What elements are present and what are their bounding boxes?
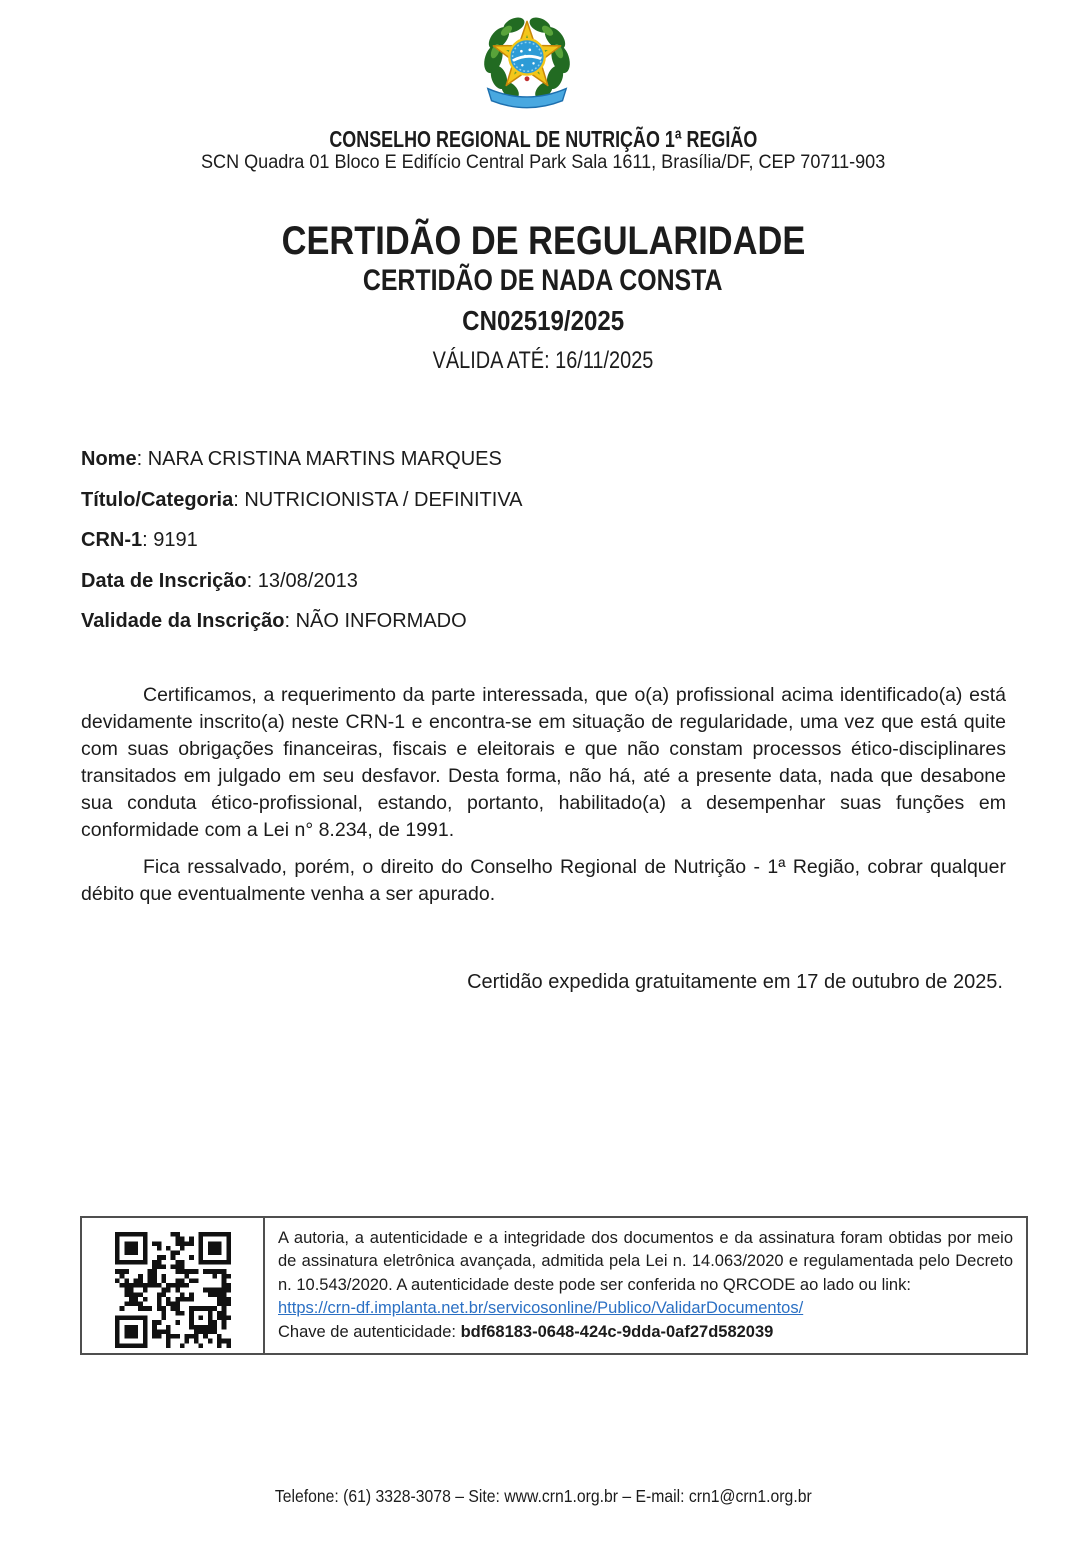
qr-cell [82,1218,265,1353]
field-value: NÃO INFORMADO [295,610,467,632]
org-name [0,127,1086,152]
field-value: 9191 [153,529,198,551]
validation-link[interactable]: https://crn-df.implanta.net.br/servicosonline/Publico/ValidarDocumentos/ [278,1299,804,1318]
field-value: 13/08/2013 [257,569,358,592]
field-validade-inscricao: Validade da Inscrição: NÃO INFORMADO [81,610,467,632]
authentication-box [80,1216,1028,1355]
registration-fields [81,448,1005,651]
auth-key-row [278,1321,1013,1344]
doc-subtitle: CERTIDÃO DE NADA CONSTA [363,264,723,297]
auth-text [265,1218,1026,1353]
validation-link-row [278,1297,1013,1320]
issued-line: Certidão expedida gratuitamente em 17 de outubro de 2025. [467,971,1003,993]
field-value: NUTRICIONISTA / DEFINITIVA [244,488,523,511]
doc-title: CERTIDÃO DE REGULARIDADE [281,219,805,263]
field-crn1: CRN-1: 9191 [81,529,198,551]
auth-paragraph: A autoria, a autenticidade e a integridade dos documentos e da assinatura foram obtidas por meio de assinatura eletrônica avançada, admitida pela Lei n. 14.063/2020 e regulamentada pelo Decreto n. 10.543/2020. A autenticidade deste pode ser conferida no QRCODE ao lado ou link: [278,1229,1013,1294]
field-label: CRN-1 [81,529,143,551]
certificate-number: CN02519/2025 [461,305,625,336]
field-label: Título/Categoria [81,488,234,511]
org-address-text: SCN Quadra 01 Bloco E Edifício Central Park Sala 1611, Brasília/DF, CEP 70711-903 [200,152,886,173]
auth-key-label: Chave de autenticidade: [278,1322,461,1341]
valid-until: VÁLIDA ATÉ: 16/11/2025 [432,347,654,374]
field-data-inscricao: Data de Inscrição: 13/08/2013 [81,569,358,592]
qr-code-icon [115,1232,231,1353]
body-paragraph-2: Fica ressalvado, porém, o direito do Conselho Regional de Nutrição - 1ª Região, cobrar qualquer débito que eventualmente venha a ser apurado. [81,856,1006,905]
brazil-coat-of-arms-icon [471,10,583,113]
auth-key-value: bdf68183-0648-424c-9dda-0af27d582039 [460,1322,774,1341]
field-value: NARA CRISTINA MARTINS MARQUES [147,448,502,470]
field-label: Nome [81,448,137,470]
field-nome: Nome: NARA CRISTINA MARTINS MARQUES [81,448,502,470]
org-address [0,152,1086,174]
org-name-text: CONSELHO REGIONAL DE NUTRIÇÃO 1ª REGIÃO [329,126,757,152]
footer-contact: Telefone: (61) 3328-3078 – Site: www.crn1.org.br – E-mail: crn1@crn1.org.br [274,1486,812,1506]
field-label: Validade da Inscrição [81,610,285,632]
field-label: Data de Inscrição [81,569,247,592]
certificate-body [81,682,1006,908]
body-paragraph-1: Certificamos, a requerimento da parte interessada, que o(a) profissional acima identificado(a) está devidamente inscrito(a) neste CRN-1 e encontra-se em situação de regularidade, uma vez que está quite com suas obrigações financeiras, fiscais e eleitorais e que não constam processos ético-disciplinares transitados em julgado em seu desfavor. Desta forma, não há, até a presente data, nada que desabone sua conduta ético-profissional, estando, portanto, habilitado(a) a desempenhar suas funções em conformidade com a Lei n° 8.234, de 1991. [81,684,1006,841]
field-titulo-categoria: Título/Categoria: NUTRICIONISTA / DEFINITIVA [81,488,523,511]
